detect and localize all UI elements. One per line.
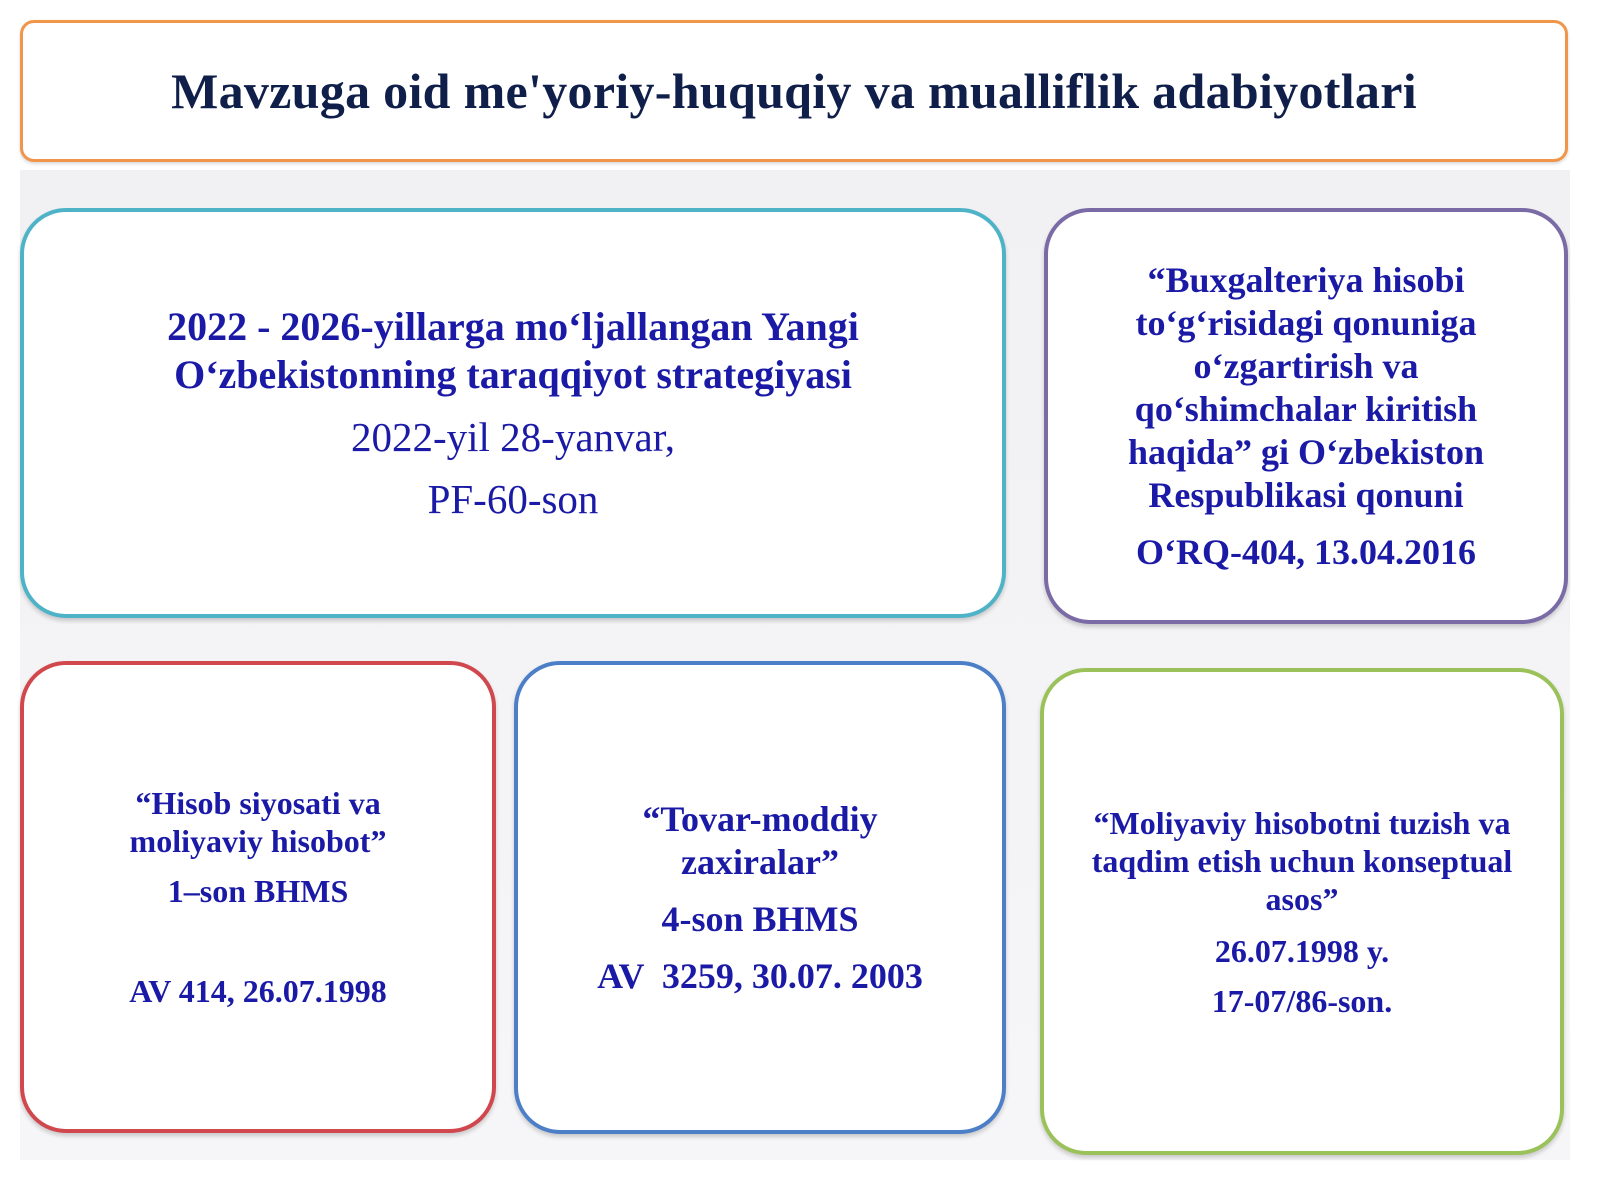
card-law-title: “Buxgalteriya hisobi to‘g‘risidagi qonuniga o‘zgartirish va qo‘shimchalar kiritish haqida” gi O‘zbekiston Respublikasi qonuni <box>1127 259 1485 515</box>
card-strategy-number: PF-60-son <box>427 476 599 522</box>
card-concept-date: 26.07.1998 y. <box>1214 932 1390 969</box>
card-bhms1-registration: AV 414, 26.07.1998 <box>129 973 387 1009</box>
card-strategy-date: 2022-yil 28-yanvar, <box>351 414 675 460</box>
card-bhms1-standard: 1–son BHMS <box>167 873 349 909</box>
card-accounting-law <box>1044 208 1568 624</box>
card-conceptual-framework <box>1040 668 1564 1155</box>
card-bhms4-registration: AV 3259, 30.07. 2003 <box>597 955 923 996</box>
page-title: Mavzuga oid me'yoriy-huquqiy va mualliflik adabiyotlari <box>171 63 1417 119</box>
card-concept-number: 17-07/86-son. <box>1211 982 1393 1019</box>
card-bhms-1 <box>20 661 496 1133</box>
card-bhms-4 <box>514 661 1006 1134</box>
card-development-strategy <box>20 208 1006 618</box>
card-law-number: O‘RQ-404, 13.04.2016 <box>1136 531 1476 572</box>
card-strategy-title: 2022 - 2026-yillarga mo‘ljallangan Yangi O‘zbekistonning taraqqiyot strategiyasi <box>167 304 859 397</box>
card-concept-title: “Moliyaviy hisobotni tuzish va taqdim etish uchun konseptual asos” <box>1091 804 1513 917</box>
card-bhms4-standard: 4-son BHMS <box>661 898 859 939</box>
card-bhms4-title: “Tovar-moddiy zaxiralar” <box>642 798 878 882</box>
title-box <box>20 20 1568 162</box>
card-bhms1-title: “Hisob siyosati va moliyaviy hisobot” <box>129 785 387 859</box>
